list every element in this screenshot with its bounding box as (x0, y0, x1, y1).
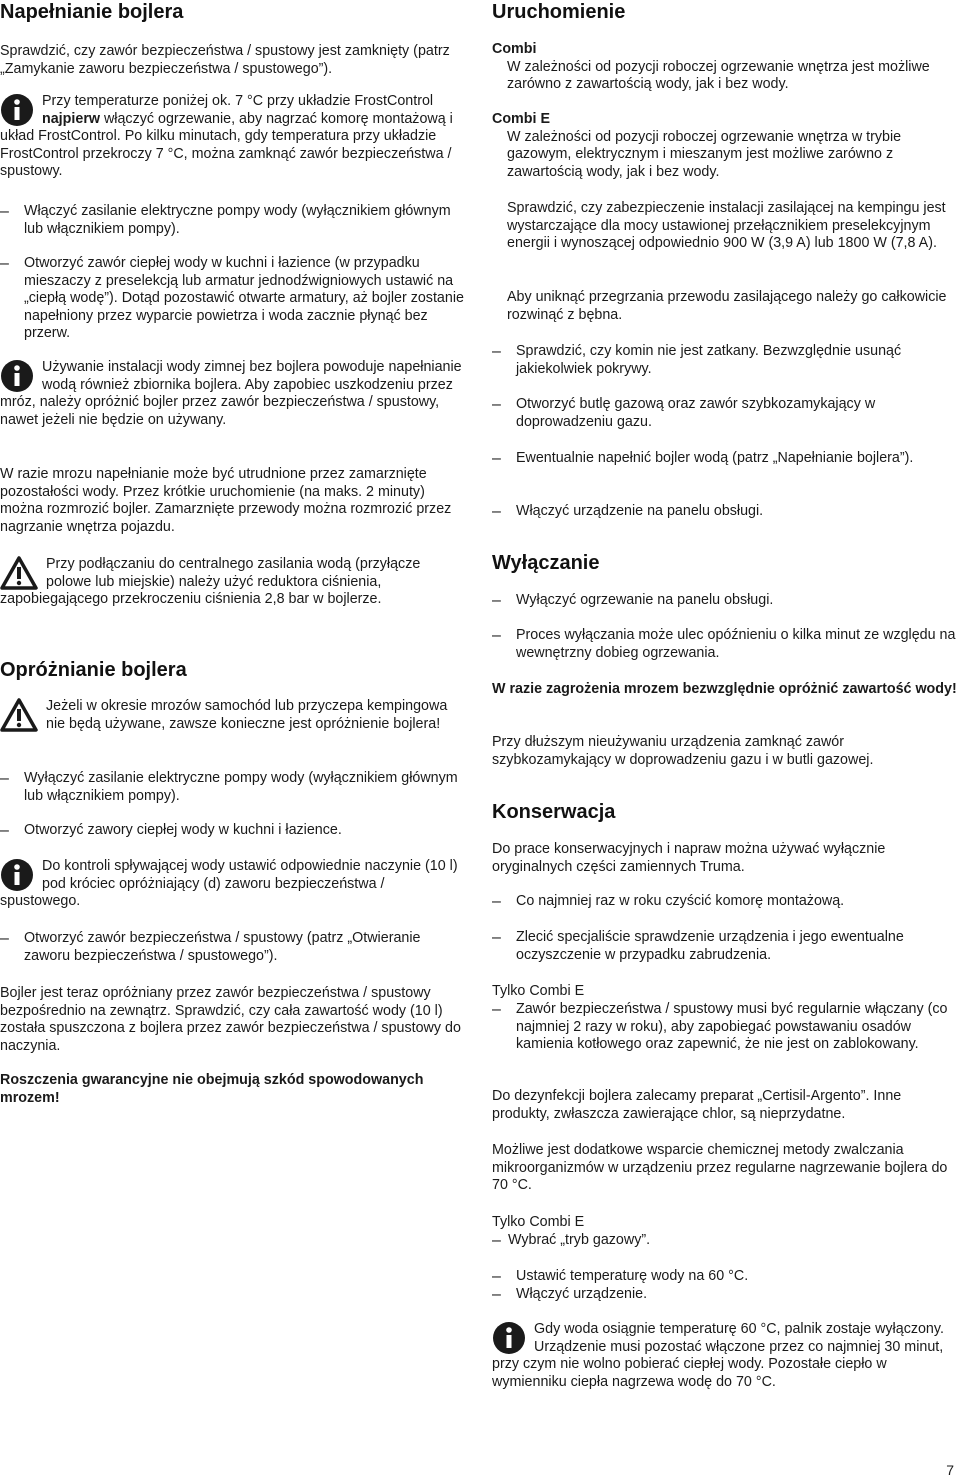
list-item: – Ewentualnie napełnić bojler wodą (patrz „Napełnianie bojlera”). (492, 450, 914, 467)
warning-pressure-reducer: Przy podłączaniu do centralnego zasilania wodą (przyłącze polowe lub miejskie) należy użyć reduktora ciśnienia, zapobiegającego przekroczeniu ciśnienia 2,8 bar w bojlerze. (0, 556, 421, 608)
list-item: – Ustawić temperaturę wody na 60 °C. (492, 1268, 749, 1285)
start-heading: Uruchomienie (492, 1, 626, 23)
frost-paragraph: W razie mrozu napełnianie może być utrudnione przez zamarznięte pozostałości wody. Przez krótkie uruchomienie (na maks. 2 minuty) można rozmrozić bojler. Zamarznięte przewody można rozmrozić przez nagrzanie wnętrza pojazdu. (0, 466, 452, 535)
care-heading: Konserwacja (492, 801, 616, 823)
warning-frost-drain: Jeżeli w okresie mrozów samochód lub przyczepa kempingowa nie będą używane, zawsze konieczne jest opróżnienie bojlera! (0, 698, 466, 733)
disinfection-note: Do dezynfekcji bojlera zalecamy preparat „Certisil-Argento”. Inne produkty, zwłaszcza zawierające chlor, są nieprzydatne. (492, 1088, 902, 1122)
list-item: – Zlecić specjaliście sprawdzenie urządzenia i jego ewentualne oczyszczenie w przypadku zabrudzenia. (492, 929, 904, 963)
warning-icon (0, 556, 38, 590)
chemical-support-note: Możliwe jest dodatkowe wsparcie chemicznej metody zwalczania mikroorganizmów w urządzeniu przez regularne nagrzewanie bojlera do 70 °C. (492, 1142, 948, 1194)
info-note-cold-water: Używanie instalacji wody zimnej bez bojlera powoduje napełnianie wodą również zbiornika bojlera. Aby zapobiec uszkodzeniu przez mróz, należy opróżnić bojler przez zawór bezpieczeństwa / spustowy, nawet jeżeli nie będzie on używany. (0, 359, 462, 428)
info-note-thermal: Gdy woda osiągnie temperaturę 60 °C, palnik zostaje wyłączony. Urządzenie musi pozostać włączone przez co najmniej 30 minut, przy czym nie wolno pobierać ciepłej wody. Pozostałe ciepło w wymienniku ciepła nagrzewa wodę do 70 °C. (492, 1321, 944, 1390)
list-item: – Proces wyłączania może ulec opóźnieniu o kilka minut ze względu na wewnętrzny dobieg ogrzewania. (492, 627, 956, 661)
frost-warning-bold: W razie zagrożenia mrozem bezwzględnie opróżnić zawartość wody! (492, 681, 957, 697)
list-item: – Wyłączyć ogrzewanie na panelu obsługi. (492, 592, 774, 609)
page-number: 7 (946, 1462, 954, 1478)
list-item: – Włączyć urządzenie na panelu obsługi. (492, 503, 764, 520)
combi-label: Combi (492, 41, 537, 57)
list-item: – Otworzyć zawory ciepłej wody w kuchni i łazience. (0, 822, 342, 839)
warning-icon (0, 698, 38, 732)
combi-e-block: Combi E W zależności od pozycji roboczej ogrzewanie wnętrza w trybie gazowym, elektrycznym i mieszanym jest możliwe zarówno z zawartością wody, jak i bez wody. (492, 111, 958, 181)
info-icon (0, 93, 36, 127)
fill-heading: Napełnianie bojlera (0, 1, 184, 23)
combi-block: Combi W zależności od pozycji roboczej ogrzewanie wnętrza jest możliwe zarówno z zawartością wody, jak i bez wody. (492, 41, 958, 94)
list-item: – Otworzyć zawór bezpieczeństwa / spustowy (patrz „Otwieranie zaworu bezpieczeństwa / spustowego”). (0, 930, 421, 964)
info-note-frostcontrol (0, 93, 466, 181)
care-intro: Do prace konserwacyjnych i napraw można używać wyłącznie oryginalnych części zamiennych Truma. (492, 841, 886, 875)
long-storage-note: Przy dłuższym nieużywaniu urządzenia zamknąć zawór szybkozamykający w doprowadzeniu gazu i w butli gazowej. (492, 734, 874, 768)
drain-paragraph: Bojler jest teraz opróżniany przez zawór bezpieczeństwa / spustowy bezpośrednio na zewnątrz. Sprawdzić, czy cała zawartość wody (10 l) została spuszczona z bojlera przez zawór bezpieczeństwa / spustowy do naczynia. (0, 985, 461, 1054)
off-heading: Wyłączanie (492, 552, 600, 574)
list-item: – Wyłączyć zasilanie elektryczne pompy wody (wyłącznikiem głównym lub włącznikiem pompy). (0, 770, 458, 804)
cable-note: Aby uniknąć przegrzania przewodu zasilającego należy go całkowicie rozwinąć z bębna. (507, 289, 947, 323)
combi-e-only-label: Tylko Combi E (492, 983, 585, 999)
list-item: – Otworzyć butlę gazową oraz zawór szybkozamykający w doprowadzeniu gazu. (492, 396, 876, 430)
info-icon (0, 858, 36, 892)
list-item: – Włączyć urządzenie. (492, 1286, 648, 1303)
drain-heading: Opróżnianie bojlera (0, 659, 187, 681)
info-frostcontrol-text: Przy temperaturze poniżej ok. 7 °C przy układzie FrostControl najpierw włączyć ogrzewanie, aby nagrzać komorę montażową i układ FrostControl. Po kilku minutach, gdy temperatura przy układzie FrostControl przekroczy 7 °C, można zamknąć zawór bezpieczeństwa / spustowy. (0, 93, 453, 180)
list-item: – Sprawdzić, czy komin nie jest zatkany. Bezwzględnie usunąć jakiekolwiek pokrywy. (492, 343, 902, 377)
list-item: – Włączyć zasilanie elektryczne pompy wody (wyłącznikiem głównym lub włącznikiem pompy). (0, 203, 451, 237)
info-note-container: Do kontroli spływającej wody ustawić odpowiednie naczynie (10 l) pod króciec opróżniający (d) zaworu bezpieczeństwa / spustowego. (0, 858, 458, 910)
list-item: – Otworzyć zawór ciepłej wody w kuchni i łazience (w przypadku mieszaczy z preselekcją lub armatur jednodźwigniowych ustawić na „ciepłą wodę”). Dotąd pozostawić otwarte armatury, aż bojler zostanie napełniony przez wyparcie powietrza i woda zacznie płynąć bez przerw. (0, 255, 464, 342)
info-icon (0, 359, 36, 393)
list-item: – Zawór bezpieczeństwa / spustowy musi być regularnie włączany (co najmniej 2 razy w roku), aby zapobiegać powstawaniu osadów kamienia kotłowego oraz zapewnić, że nie jest on zablokowany. (492, 1001, 948, 1053)
combi-e-only-label-2: Tylko Combi E (492, 1214, 585, 1230)
fill-intro: Sprawdzić, czy zawór bezpieczeństwa / spustowy jest zamknięty (patrz „Zamykanie zaworu bezpieczeństwa / spustowego”). (0, 43, 450, 77)
list-item: – Wybrać „tryb gazowy”. (492, 1232, 651, 1249)
info-icon (492, 1321, 528, 1355)
list-item: – Co najmniej raz w roku czyścić komorę montażową. (492, 893, 845, 910)
combi-e-label: Combi E (492, 111, 550, 127)
power-check: Sprawdzić, czy zabezpieczenie instalacji zasilającej na kempingu jest wystarczające dla mocy ustawionej przełącznikiem preselekcyjnym energii i wynoszącej odpowiednio 900 W (3,9 A) lub 1800 W (7,8 A). (507, 200, 946, 252)
warranty-note: Roszczenia gwarancyjne nie obejmują szkód spowodowanych mrozem! (0, 1072, 424, 1106)
